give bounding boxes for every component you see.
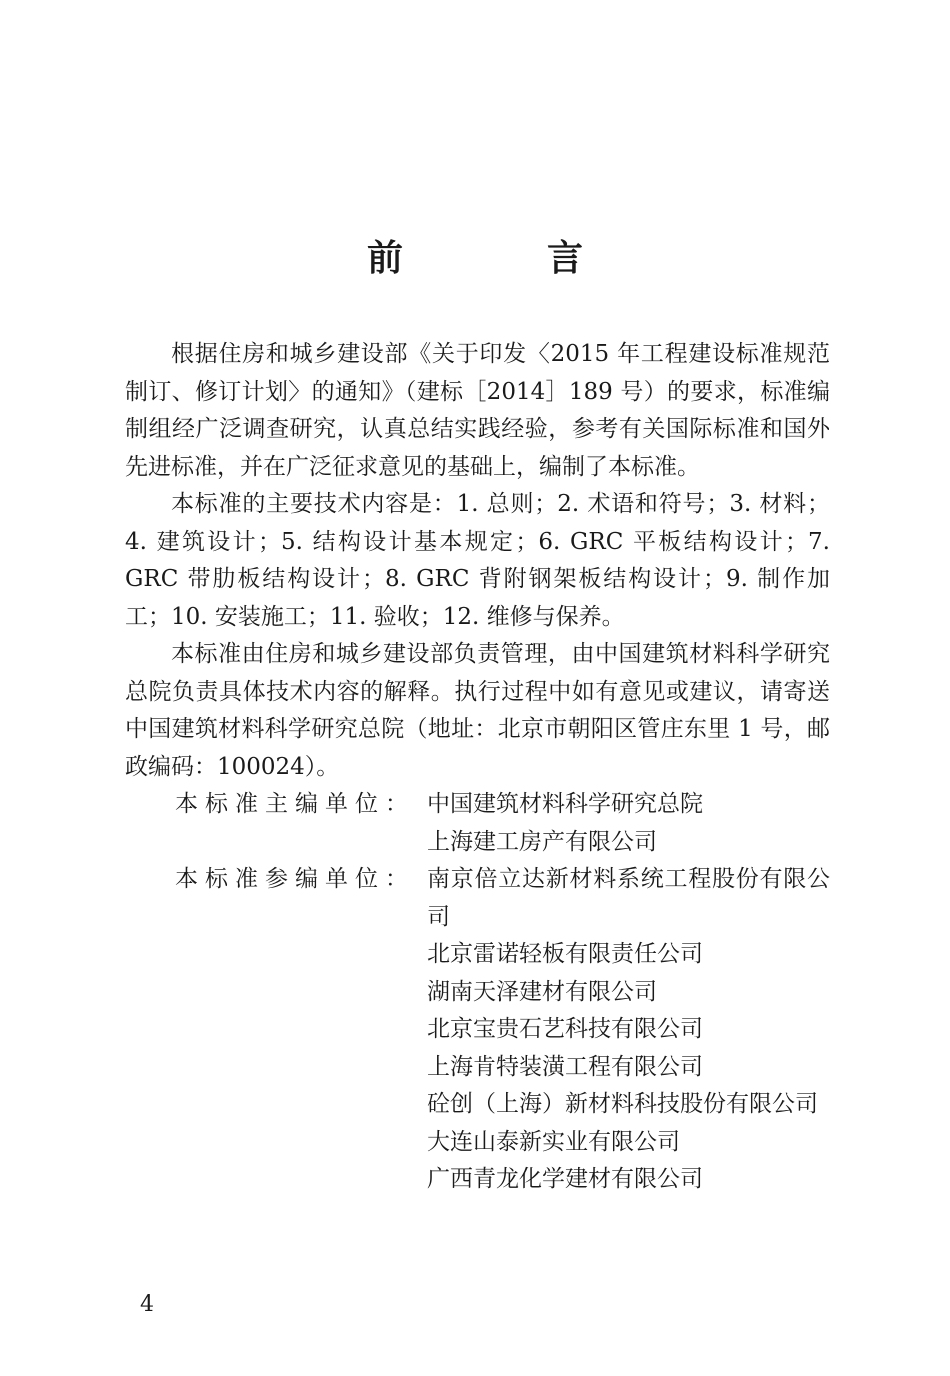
chief-units-list <box>427 786 830 861</box>
list-item: 上海建工房产有限公司 <box>427 828 657 855</box>
page-number: 4 <box>140 1292 154 1317</box>
list-item: 上海肯特装潢工程有限公司 <box>427 1053 703 1080</box>
participating-units-label: 本标准参编单位： <box>175 866 415 892</box>
list-item: 北京雷诺轻板有限责任公司 <box>427 941 703 967</box>
chief-units-label-cell <box>125 786 427 861</box>
chief-units-row <box>125 786 830 861</box>
page-title: 前 言 <box>366 237 637 279</box>
paragraph-basis: 根据住房和城乡建设部《关于印发〈2015 年工程建设标准规范制订、修订计划〉的通知》（建标［2014］189 号）的要求，标准编制组经广泛调查研究，认真总结实践经验，参考有关国际标准和国外先进标准，并在广泛征求意见的基础上，编制了本标准。 <box>125 341 830 480</box>
list-item: 南京倍立达新材料系统工程股份有限公司 <box>427 866 830 930</box>
list-item: 中国建筑材料科学研究总院 <box>427 791 703 817</box>
participating-units-label-cell <box>125 861 427 1199</box>
list-item: 砼创（上海）新材料科技股份有限公司 <box>427 1091 818 1117</box>
chief-units-label: 本标准主编单位： <box>175 791 415 817</box>
list-item: 湖南天泽建材有限公司 <box>427 978 657 1005</box>
unit-section <box>125 786 830 1199</box>
paragraph-management: 本标准由住房和城乡建设部负责管理，由中国建筑材料科学研究总院负责具体技术内容的解释。执行过程中如有意见或建议，请寄送中国建筑材料科学研究总院（地址：北京市朝阳区管庄东里 1 号，邮政编码：100024）。 <box>125 641 830 780</box>
paragraph-main-content: 本标准的主要技术内容是：1. 总则；2. 术语和符号；3. 材料；4. 建筑设计；5. 结构设计基本规定；6. GRC 平板结构设计；7. GRC 带肋板结构设计；8. GRC 背附钢架板结构设计；9. 制作加工；10. 安装施工；11. 验收；12. 维修与保养。 <box>125 491 830 630</box>
list-item: 大连山泰新实业有限公司 <box>427 1128 680 1155</box>
participating-units-list <box>427 861 830 1199</box>
list-item: 北京宝贵石艺科技有限公司 <box>427 1016 703 1042</box>
document-body <box>125 336 830 1199</box>
list-item: 广西青龙化学建材有限公司 <box>427 1166 703 1192</box>
participating-units-row <box>125 861 830 1199</box>
